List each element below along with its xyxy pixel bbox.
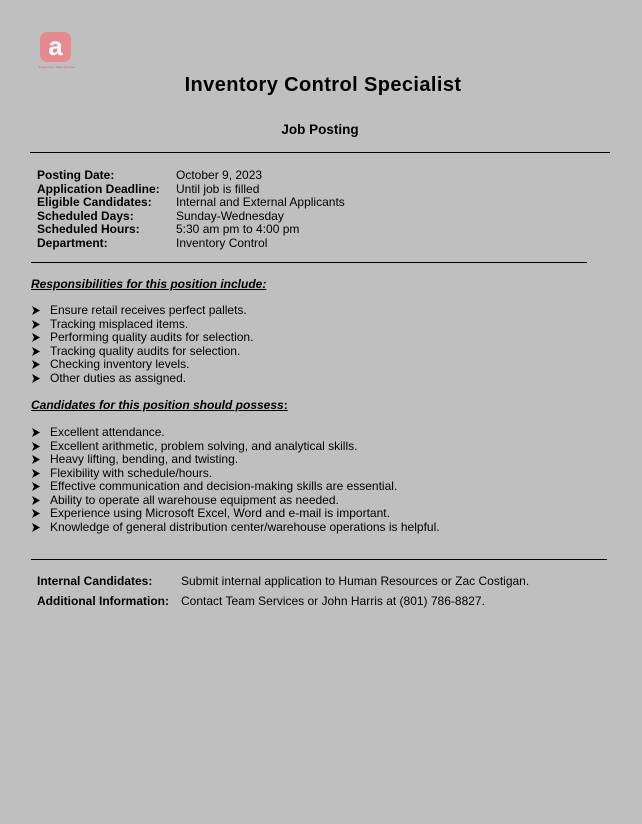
detail-row bbox=[37, 169, 345, 183]
divider-details bbox=[31, 262, 587, 263]
footer-value: Submit internal application to Human Resources or Zac Costigan. bbox=[181, 574, 530, 588]
detail-row bbox=[37, 223, 345, 237]
qualifications-heading-text: Candidates for this position should possess bbox=[31, 398, 284, 412]
arrow-bullet-icon bbox=[31, 345, 50, 359]
qualifications-list bbox=[31, 426, 440, 534]
responsibilities-heading-text: Responsibilities for this position include: bbox=[31, 277, 267, 291]
detail-row bbox=[37, 210, 345, 224]
list-item-text: Heavy lifting, bending, and twisting. bbox=[50, 452, 239, 466]
footer-row bbox=[37, 594, 529, 614]
detail-label: Scheduled Hours: bbox=[37, 222, 140, 236]
qualifications-heading-colon: : bbox=[283, 398, 288, 412]
list-item bbox=[31, 345, 253, 359]
divider-footer bbox=[31, 559, 607, 560]
list-item bbox=[31, 318, 253, 332]
logo-mark bbox=[40, 32, 71, 62]
list-item-text: Ability to operate all warehouse equipment as needed. bbox=[50, 492, 339, 507]
list-item bbox=[31, 372, 253, 386]
logo-tagline: Powered by Team Services bbox=[38, 65, 76, 69]
detail-value: 5:30 am pm to 4:00 pm bbox=[176, 222, 300, 236]
arrow-bullet-icon bbox=[31, 440, 50, 454]
list-item-text: Excellent attendance. bbox=[50, 425, 165, 439]
list-item-text: Checking inventory levels. bbox=[50, 357, 190, 371]
footer-value: Contact Team Services or John Harris at (801) 786-8827. bbox=[181, 593, 485, 608]
company-logo bbox=[31, 31, 83, 71]
detail-value: Until job is filled bbox=[176, 181, 260, 196]
list-item-text: Flexibility with schedule/hours. bbox=[50, 465, 213, 480]
responsibilities-heading bbox=[31, 277, 266, 291]
detail-label: Scheduled Days: bbox=[37, 208, 134, 223]
list-item bbox=[31, 426, 440, 440]
detail-label: Department: bbox=[37, 235, 108, 250]
list-item bbox=[31, 467, 440, 481]
arrow-bullet-icon bbox=[31, 372, 50, 386]
list-item-text: Experience using Microsoft Excel, Word and e-mail is important. bbox=[50, 506, 390, 520]
arrow-bullet-icon bbox=[31, 521, 50, 535]
list-item-text: Other duties as assigned. bbox=[50, 370, 187, 385]
list-item bbox=[31, 440, 440, 454]
detail-label: Eligible Candidates: bbox=[37, 195, 152, 209]
footer-label: Additional Information: bbox=[37, 593, 169, 608]
arrow-bullet-icon bbox=[31, 426, 50, 440]
arrow-bullet-icon bbox=[31, 331, 50, 345]
list-item-text: Performing quality audits for selection. bbox=[50, 330, 254, 344]
arrow-bullet-icon bbox=[31, 358, 50, 372]
list-item-text: Ensure retail receives perfect pallets. bbox=[50, 303, 247, 317]
list-item bbox=[31, 358, 253, 372]
arrow-bullet-icon bbox=[31, 453, 50, 467]
detail-row bbox=[37, 183, 345, 197]
list-item bbox=[31, 331, 253, 345]
divider-top bbox=[30, 152, 610, 153]
arrow-bullet-icon bbox=[31, 507, 50, 521]
list-item-text: Tracking misplaced items. bbox=[50, 316, 189, 331]
list-item-text: Tracking quality audits for selection. bbox=[50, 343, 241, 358]
page-title: Inventory Control Specialist bbox=[184, 74, 462, 96]
arrow-bullet-icon bbox=[31, 480, 50, 494]
list-item bbox=[31, 453, 440, 467]
list-item-text: Excellent arithmetic, problem solving, and analytical skills. bbox=[50, 438, 358, 453]
detail-label: Application Deadline: bbox=[37, 181, 160, 196]
arrow-bullet-icon bbox=[31, 467, 50, 481]
detail-value: Sunday-Wednesday bbox=[176, 208, 284, 223]
qualifications-heading bbox=[31, 398, 288, 412]
detail-value: Inventory Control bbox=[176, 235, 268, 250]
list-item-text: Knowledge of general distribution center/warehouse operations is helpful. bbox=[50, 519, 440, 534]
responsibilities-list bbox=[31, 304, 253, 385]
detail-value: Internal and External Applicants bbox=[176, 195, 345, 209]
arrow-bullet-icon bbox=[31, 494, 50, 508]
detail-label: Posting Date: bbox=[37, 168, 115, 182]
list-item bbox=[31, 304, 253, 318]
list-item bbox=[31, 507, 440, 521]
page-subtitle: Job Posting bbox=[281, 122, 359, 137]
logo-letter: a bbox=[48, 31, 63, 61]
detail-row bbox=[37, 196, 345, 210]
detail-value: October 9, 2023 bbox=[176, 168, 263, 182]
detail-row bbox=[37, 237, 345, 251]
arrow-bullet-icon bbox=[31, 304, 50, 318]
posting-details bbox=[37, 169, 345, 250]
list-item-text: Effective communication and decision-making skills are essential. bbox=[50, 479, 398, 493]
list-item bbox=[31, 480, 440, 494]
contact-info bbox=[37, 574, 529, 613]
arrow-bullet-icon bbox=[31, 318, 50, 332]
list-item bbox=[31, 494, 440, 508]
list-item bbox=[31, 521, 440, 535]
footer-label: Internal Candidates: bbox=[37, 574, 153, 588]
footer-row bbox=[37, 574, 529, 594]
